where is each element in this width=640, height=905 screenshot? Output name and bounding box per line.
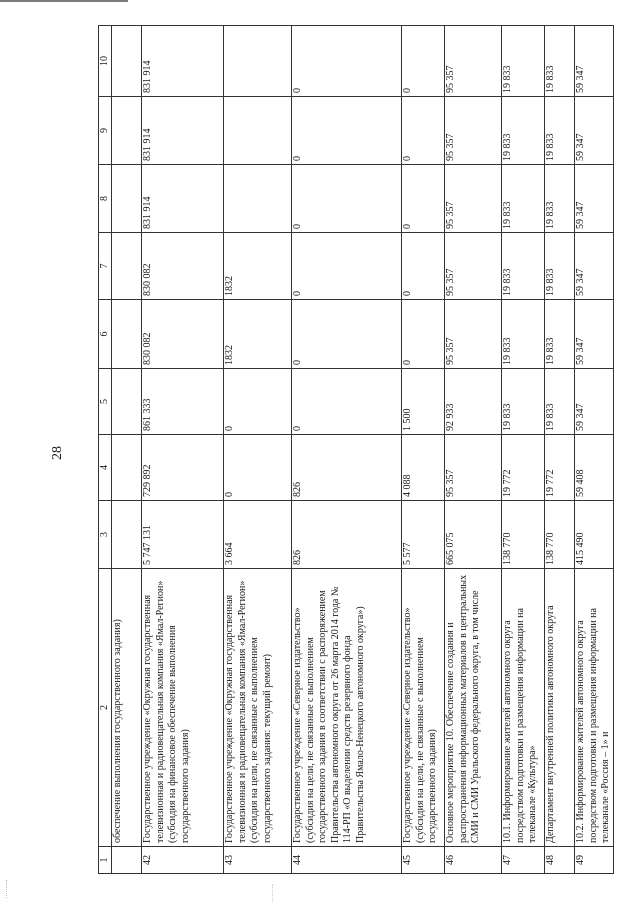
amount-cell: 0	[292, 165, 402, 233]
amount-cell: 0	[292, 300, 402, 369]
row-name-cell: Государственное учреждение «Окружная государственная телевизионная и радиовещательная компания «Ямал-Регион» (субсидия на финансовое обеспечение выполнения государственного задания)	[142, 569, 224, 847]
amount-cell: 19 833	[502, 300, 545, 369]
header-cell: 9	[99, 97, 112, 165]
amount-cell: 95 357	[445, 165, 502, 233]
scan-artifact	[272, 884, 274, 902]
row-number-cell	[112, 847, 142, 874]
amount-cell: 0	[402, 165, 445, 233]
amount-cell: 0	[292, 369, 402, 435]
scan-artifact	[6, 880, 8, 898]
amount-cell: 5 747 131	[142, 501, 224, 569]
amount-cell: 19 833	[545, 165, 575, 233]
amount-cell: 4 088	[402, 435, 445, 501]
row-number-cell: 43	[224, 847, 292, 874]
amount-cell: 19 833	[502, 97, 545, 165]
table-row	[502, 26, 545, 874]
header-cell: 5	[99, 369, 112, 435]
amount-cell: 59 347	[575, 233, 614, 300]
amount-cell	[112, 300, 142, 369]
header-cell: 8	[99, 165, 112, 233]
row-name-cell: Государственное учреждение «Северное издательство» (субсидия на цели, не связанные с выполнением государственного задания в соответствии с распоряжением Правительства автономного округа от 26 марта 2014 года № 114-РП «О выделении средств резервного фонда Правительства Ямало-Ненецкого автономного округа»)	[292, 569, 402, 847]
amount-cell: 0	[292, 97, 402, 165]
amount-cell: 92 933	[445, 369, 502, 435]
amount-cell: 415 490	[575, 501, 614, 569]
row-number-cell: 47	[502, 847, 545, 874]
amount-cell: 19 833	[545, 369, 575, 435]
row-name-cell: 10.1. Информирование жителей автономного округа посредством подготовки и размещения информации на телеканале «Культура»	[502, 569, 545, 847]
table-row	[545, 26, 575, 874]
table-row	[292, 26, 402, 874]
amount-cell: 0	[402, 26, 445, 97]
amount-cell: 19 833	[502, 26, 545, 97]
table-row	[142, 26, 224, 874]
amount-cell: 830 082	[142, 300, 224, 369]
header-cell: 7	[99, 233, 112, 300]
amount-cell: 19 772	[502, 435, 545, 501]
amount-cell	[112, 369, 142, 435]
row-name-cell: Основное мероприятие 10. Обеспечение создания и распространения информационных материалов в центральных СМИ и СМИ Уральского федерального округа, в том числе	[445, 569, 502, 847]
amount-cell: 831 914	[142, 165, 224, 233]
rotated-table-container	[98, 26, 624, 874]
amount-cell: 0	[224, 435, 292, 501]
column-number-row	[99, 26, 112, 874]
amount-cell: 59 347	[575, 369, 614, 435]
amount-cell: 5 577	[402, 501, 445, 569]
row-name-cell: обеспечение выполнения государственного задания)	[112, 569, 142, 847]
table-row	[112, 26, 142, 874]
amount-cell: 831 914	[142, 26, 224, 97]
amount-cell: 1832	[224, 233, 292, 300]
amount-cell: 831 914	[142, 97, 224, 165]
row-number-cell: 44	[292, 847, 402, 874]
header-cell: 6	[99, 300, 112, 369]
amount-cell	[224, 165, 292, 233]
row-name-cell: 10.2. Информирование жителей автономного округа посредством подготовки и размещения информации на телеканале «Россия – 1» и	[575, 569, 614, 847]
amount-cell: 95 357	[445, 233, 502, 300]
amount-cell: 95 357	[445, 300, 502, 369]
budget-table	[98, 25, 614, 874]
header-cell: 4	[99, 435, 112, 501]
amount-cell: 1 500	[402, 369, 445, 435]
header-rule	[0, 0, 128, 2]
amount-cell: 95 357	[445, 97, 502, 165]
row-number-cell: 42	[142, 847, 224, 874]
table-row	[402, 26, 445, 874]
header-cell: 1	[99, 847, 112, 874]
amount-cell: 19 833	[545, 300, 575, 369]
row-name-cell: Государственное учреждение «Окружная государственная телевизионная и радиовещательная компания «Ямал-Регион» (субсидия на цели, не связанные с выполнением государственного задания: текущий ремонт)	[224, 569, 292, 847]
table-row	[445, 26, 502, 874]
header-cell: 2	[99, 569, 112, 847]
header-cell: 10	[99, 26, 112, 97]
amount-cell: 0	[292, 233, 402, 300]
amount-cell: 19 833	[545, 233, 575, 300]
row-name-cell: Государственное учреждение «Северное издательство» (субсидия на цели, не связанные с выполнением государственного задания)	[402, 569, 445, 847]
amount-cell: 0	[402, 300, 445, 369]
amount-cell	[224, 97, 292, 165]
amount-cell: 19 833	[502, 233, 545, 300]
amount-cell: 3 664	[224, 501, 292, 569]
amount-cell	[112, 435, 142, 501]
amount-cell: 826	[292, 501, 402, 569]
amount-cell	[112, 233, 142, 300]
amount-cell: 138 770	[502, 501, 545, 569]
amount-cell: 665 075	[445, 501, 502, 569]
amount-cell: 59 347	[575, 165, 614, 233]
amount-cell: 19 833	[545, 26, 575, 97]
amount-cell	[112, 501, 142, 569]
amount-cell	[224, 26, 292, 97]
amount-cell: 59 347	[575, 97, 614, 165]
amount-cell: 0	[224, 369, 292, 435]
amount-cell	[112, 165, 142, 233]
amount-cell: 59 347	[575, 300, 614, 369]
amount-cell: 1832	[224, 300, 292, 369]
amount-cell: 826	[292, 435, 402, 501]
row-number-cell: 48	[545, 847, 575, 874]
amount-cell: 59 347	[575, 26, 614, 97]
page-number: 28	[50, 446, 65, 460]
amount-cell: 95 357	[445, 26, 502, 97]
amount-cell: 729 892	[142, 435, 224, 501]
amount-cell	[112, 97, 142, 165]
amount-cell: 95 357	[445, 435, 502, 501]
amount-cell: 138 770	[545, 501, 575, 569]
amount-cell: 19 833	[502, 369, 545, 435]
amount-cell: 19 833	[545, 97, 575, 165]
row-name-cell: Департамент внутренней политики автономного округа	[545, 569, 575, 847]
amount-cell	[112, 26, 142, 97]
amount-cell: 0	[402, 97, 445, 165]
row-number-cell: 45	[402, 847, 445, 874]
amount-cell: 861 333	[142, 369, 224, 435]
table-row	[575, 26, 614, 874]
row-number-cell: 49	[575, 847, 614, 874]
row-number-cell: 46	[445, 847, 502, 874]
amount-cell: 0	[292, 26, 402, 97]
table-row	[224, 26, 292, 874]
amount-cell: 59 408	[575, 435, 614, 501]
amount-cell: 830 082	[142, 233, 224, 300]
amount-cell: 19 772	[545, 435, 575, 501]
amount-cell: 0	[402, 233, 445, 300]
header-cell: 3	[99, 501, 112, 569]
amount-cell: 19 833	[502, 165, 545, 233]
